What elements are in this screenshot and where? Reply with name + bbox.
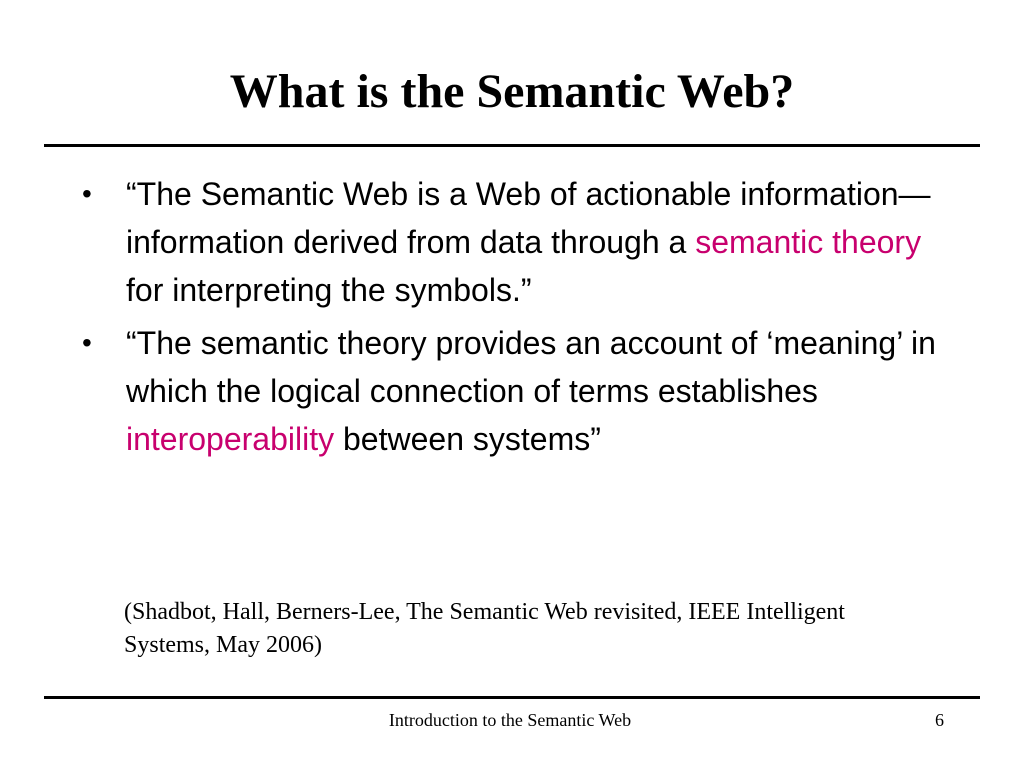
bullet-marker: •: [82, 178, 92, 209]
slide-title: What is the Semantic Web?: [229, 65, 795, 118]
citation: (Shadbot, Hall, Berners-Lee, The Semantic Web revisited, IEEE Intelligent Systems, May 2006): [124, 599, 845, 658]
footer-title: Introduction to the Semantic Web: [388, 710, 632, 730]
highlighted-term: semantic theory: [695, 224, 922, 260]
bullet-text: “The semantic theory provides an account of ‘meaning’ in which the logical connection of terms establishes: [126, 325, 936, 409]
bullet-text: “The Semantic Web is a Web of actionable information—information derived from data through a: [126, 176, 931, 260]
bullet-text: between systems”: [334, 421, 601, 457]
title-divider: [44, 144, 980, 147]
page-number: 6: [935, 710, 944, 730]
bullet-marker: •: [82, 327, 92, 358]
highlighted-term: interoperability: [126, 421, 335, 457]
bullet-item: [82, 319, 952, 463]
bullet-item: [82, 170, 952, 314]
bullet-list: [82, 170, 952, 468]
footer-divider: [44, 696, 980, 699]
bullet-text: for interpreting the symbols.”: [126, 272, 532, 308]
